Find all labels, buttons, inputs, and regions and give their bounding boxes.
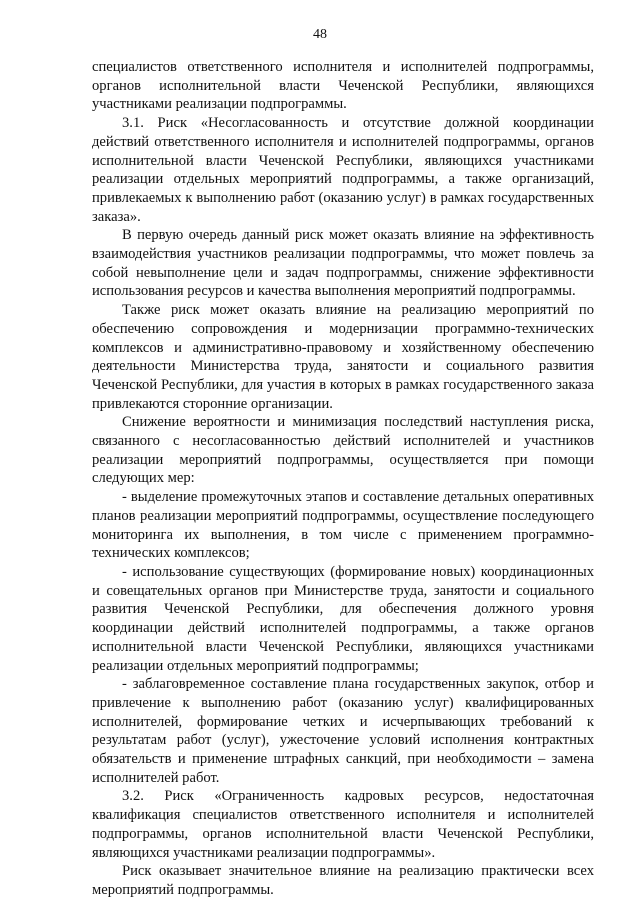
document-body — [92, 58, 594, 900]
paragraph-risk-3-1: 3.1. Риск «Несогласованность и отсутствие должной координации действий ответственного исполнителя и исполнителей подпрограммы, органов исполнительной власти Чеченской Республики, являющихся участниками реализации отдельных мероприятий подпрограммы, а также организаций, привлекаемых к выполнению работ (оказанию услуг) в рамках государственных заказа». — [92, 115, 594, 225]
paragraph-mitigation-intro: Снижение вероятности и минимизация последствий наступления риска, связанного с несогласованностью действий исполнителей и участников реализации мероприятий подпрограммы, осуществляется при помощи следующих мер: — [92, 414, 594, 487]
list-item-measure-2: - использование существующих (формирование новых) координационных и совещательных органов при Министерстве труда, занятости и социального развития Чеченской Республики, для обеспечения должного уровня координации действий исполнителей подпрограммы, а также органов исполнительной власти Чеченской Республики, являющихся участниками реализации отдельных мероприятий подпрограммы; — [92, 563, 594, 674]
paragraph-risk-influence: Также риск может оказать влияние на реализацию мероприятий по обеспечению сопровождения и модернизации программно-технических комплексов и административно-правовому и хозяйственному обеспечению деятельности Министерства труда, занятости и социального развития Чеченской Республики, для участия в которых в рамках государственного заказа привлекаются сторонние организации. — [92, 302, 594, 412]
list-item-measure-3: - заблаговременное составление плана государственных закупок, отбор и привлечение к выполнению работ (оказанию услуг) квалифицированных исполнителей, формирование четких и исчерпывающих требований к результатам работ (услуг), ужесточение условий исполнения контрактных обязательств и применение штрафных санкций, при необходимости – замена исполнителей работ. — [92, 676, 594, 786]
paragraph-risk-impact: В первую очередь данный риск может оказать влияние на эффективность взаимодействия участников реализации подпрограммы, что может повлечь за собой невыполнение цели и задач подпрограммы, снижение эффективности использования ресурсов и качества выполнения мероприятий подпрограммы. — [92, 227, 594, 300]
list-item-measure-1: - выделение промежуточных этапов и составление детальных оперативных планов реализации мероприятий подпрограммы, осуществление последующего мониторинга их выполнения, в том числе с применением программно-технических комплексов; — [92, 489, 594, 562]
paragraph-continuation: специалистов ответственного исполнителя и исполнителей подпрограммы, органов исполнительной власти Чеченской Республики, являющихся участниками реализации подпрограммы. — [92, 59, 594, 113]
paragraph-risk-3-2-impact: Риск оказывает значительное влияние на реализацию практически всех мероприятий подпрограммы. — [92, 863, 594, 898]
page-number: 48 — [313, 27, 327, 42]
paragraph-risk-3-2: 3.2. Риск «Ограниченность кадровых ресурсов, недостаточная квалификация специалистов ответственного исполнителя и исполнителей подпрограммы, органов исполнительной власти Чеченской Республики, являющихся участниками реализации подпрограммы». — [92, 788, 594, 861]
